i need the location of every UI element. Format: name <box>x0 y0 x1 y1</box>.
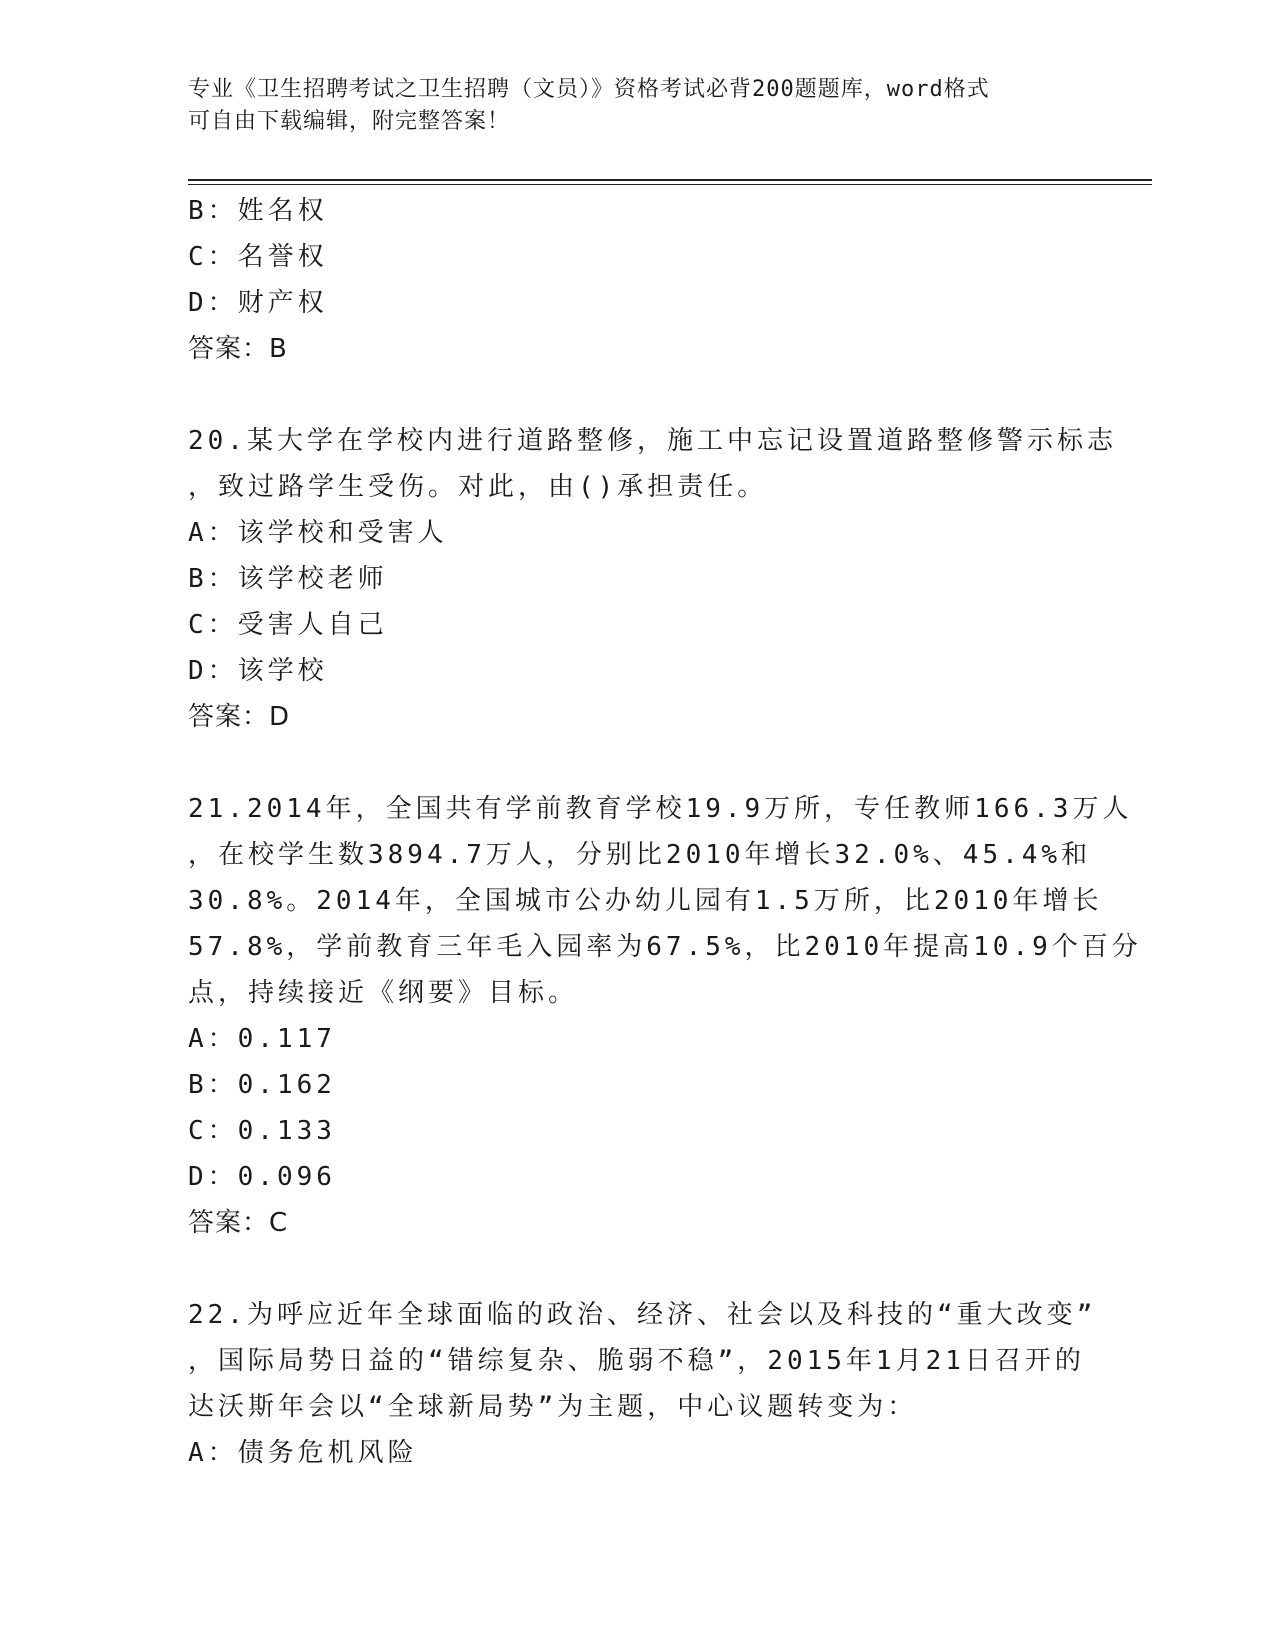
option-a: A：该学校和受害人 <box>188 518 448 548</box>
document-header <box>188 74 1088 138</box>
header-line-2: 可自由下载编辑，附完整答案！ <box>188 109 511 134</box>
option-c: C：名誉权 <box>188 242 328 272</box>
question-stem-line: 22.为呼应近年全球面临的政治、经济、社会以及科技的“重大改变” <box>188 1300 1097 1330</box>
question-stem-line: 点，持续接近《纲要》目标。 <box>188 978 579 1008</box>
question-stem-line: 达沃斯年会以“全球新局势”为主题，中心议题转变为： <box>188 1392 918 1422</box>
spacer <box>188 372 1088 418</box>
option-d: D：该学校 <box>188 656 328 686</box>
option-d: D：0.096 <box>188 1162 336 1192</box>
question-19 <box>188 188 1088 372</box>
question-stem-line: ，在校学生数3894.7万人，分别比2010年增长32.0%、45.4%和 <box>188 840 1092 870</box>
question-content <box>188 188 1142 1476</box>
header-line-1: 专业《卫生招聘考试之卫生招聘（文员）》资格考试必背200题题库，word格式 <box>188 77 990 102</box>
option-b: B：姓名权 <box>188 196 328 226</box>
question-stem-line: 30.8%。2014年，全国城市公办幼儿园有1.5万所，比2010年增长 <box>188 886 1103 916</box>
option-b: B：该学校老师 <box>188 564 388 594</box>
option-c: C：0.133 <box>188 1116 336 1146</box>
option-a: A：债务危机风险 <box>188 1438 418 1468</box>
spacer <box>188 1246 1088 1292</box>
question-21 <box>188 786 1142 1246</box>
spacer <box>188 740 1088 786</box>
question-stem-line: ，致过路学生受伤。对此，由()承担责任。 <box>188 472 768 502</box>
option-d: D：财产权 <box>188 288 328 318</box>
question-20 <box>188 418 1117 740</box>
answer-line: 答案：B <box>188 334 288 364</box>
question-stem-line: 57.8%，学前教育三年毛入园率为67.5%，比2010年提高10.9个百分 <box>188 932 1142 962</box>
question-stem-line: ，国际局势日益的“错综复杂、脆弱不稳”，2015年1月21日召开的 <box>188 1346 1085 1376</box>
question-stem-line: 21.2014年，全国共有学前教育学校19.9万所，专任教师166.3万人 <box>188 794 1133 824</box>
header-divider-thin <box>188 184 1152 185</box>
answer-line: 答案：C <box>188 1208 289 1238</box>
option-b: B：0.162 <box>188 1070 336 1100</box>
option-c: C：受害人自己 <box>188 610 388 640</box>
header-divider-thick <box>188 179 1152 181</box>
question-stem-line: 20.某大学在学校内进行道路整修，施工中忘记设置道路整修警示标志 <box>188 426 1117 456</box>
question-22 <box>188 1292 1097 1476</box>
answer-line: 答案：D <box>188 702 291 732</box>
option-a: A：0.117 <box>188 1024 336 1054</box>
